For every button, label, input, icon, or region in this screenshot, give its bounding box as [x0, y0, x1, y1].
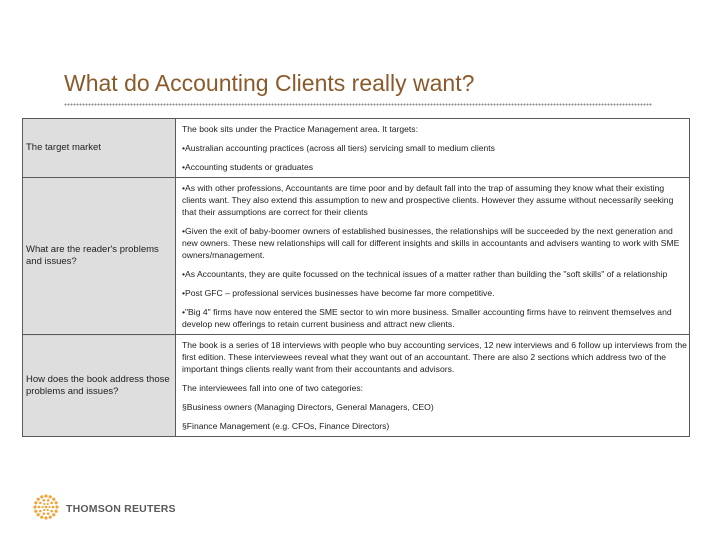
bullet-item: •"Big 4" firms have now entered the SME sector to win more business. Smaller accounting firms have to reinvent themselves and develop new offerings to retain current business and attract new clients.	[182, 307, 672, 329]
bullet-item: •As with other professions, Accountants are time poor and by default fall into the trap of assuming they know what their existing clients want. They also extend this assumption to new and prospective clients. However they assume without necessarily seeking that their assumptions are correct for their clients	[182, 183, 674, 217]
table-row-target-market	[23, 119, 690, 178]
row-label: How does the book address those problems and issues?	[23, 335, 176, 437]
content-table	[22, 118, 690, 437]
thomson-reuters-logo	[32, 494, 176, 524]
paragraph: The interviewees fall into one of two categories:	[182, 383, 364, 393]
paragraph: The book sits under the Practice Management area. It targets:	[182, 124, 418, 134]
bullet-item: •Given the exit of baby-boomer owners of established businesses, the relationships will be succeeded by the next generation and new owners. These new relationships will call for different insights and skills in accountants and advisers wanting to work with SME owners/management.	[182, 226, 680, 260]
row-body	[176, 335, 690, 437]
row-body	[176, 119, 690, 178]
paragraph: The book is a series of 18 interviews with people who buy accounting services, 12 new interviews and 6 follow up interviews from the first edition. These interviewees reveal what they want out of an accountant. There are also 2 sections which address two of the important things clients really want from their accountants and advisors.	[182, 340, 687, 374]
bullet-item: •Post GFC – professional services businesses have become far more competitive.	[182, 288, 495, 298]
row-body	[176, 178, 690, 335]
row-label: What are the reader's problems and issues?	[23, 178, 176, 335]
table-row-reader-problems	[23, 178, 690, 335]
logo-text: THOMSON REUTERS	[66, 503, 176, 515]
title-dotted-divider	[64, 103, 652, 106]
bullet-item: •As Accountants, they are quite focussed on the technical issues of a matter rather than building the "soft skills" of a relationship	[182, 269, 668, 279]
bullet-item: •Australian accounting practices (across all tiers) servicing small to medium clients	[182, 143, 495, 153]
row-label: The target market	[23, 119, 176, 178]
slide-title: What do Accounting Clients really want?	[64, 70, 475, 96]
bullet-item: §Finance Management (e.g. CFOs, Finance Directors)	[182, 421, 390, 431]
thomson-reuters-dot-ring-icon	[32, 493, 60, 526]
bullet-item: §Business owners (Managing Directors, General Managers, CEO)	[182, 402, 434, 412]
bullet-item: •Accounting students or graduates	[182, 162, 314, 172]
table-row-book-approach	[23, 335, 690, 437]
